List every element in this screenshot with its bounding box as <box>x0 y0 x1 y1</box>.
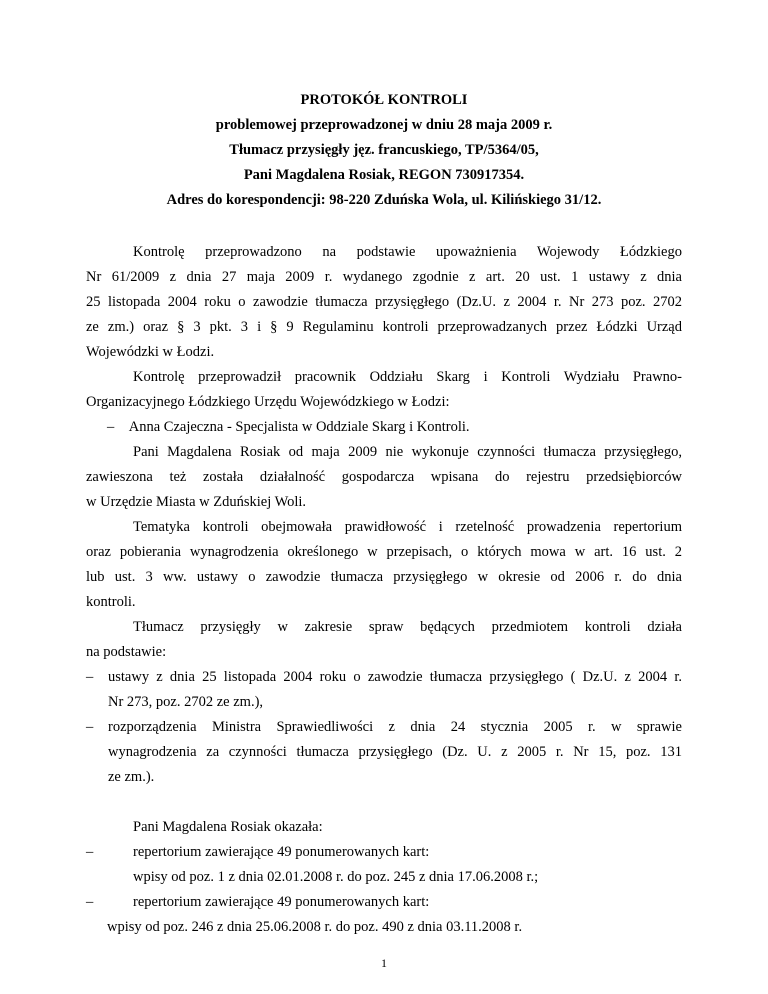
text-line: Kontrolę przeprowadzono na podstawie upoważnienia Wojewody Łódzkiego <box>133 244 682 260</box>
text-line: repertorium zawierające 49 ponumerowanych kart: <box>133 894 430 910</box>
text-line: repertorium zawierające 49 ponumerowanych kart: <box>133 844 430 860</box>
text-line: rozporządzenia Ministra Sprawiedliwości z dnia 24 stycznia 2005 r. w sprawie <box>108 719 682 735</box>
list-item-text: Anna Czajeczna - Specjalista w Oddziale Skarg i Kontroli. <box>128 419 470 435</box>
text-line: kontroli. <box>86 594 136 610</box>
text-line: Wojewódzki w Łodzi. <box>86 344 215 360</box>
paragraph-scope <box>86 515 682 615</box>
dash-bullet: – <box>86 719 94 735</box>
list-item <box>86 415 682 440</box>
text-line: w Urzędzie Miasta w Zduńskiej Woli. <box>86 494 307 510</box>
text-line: Nr 273, poz. 2702 ze zm.), <box>108 694 264 710</box>
header-line-translator: Tłumacz przysięgły jęz. francuskiego, TP/5364/05, <box>229 142 539 158</box>
text-line: Pani Magdalena Rosiak okazała: <box>133 819 323 835</box>
text-line: Tłumacz przysięgły w zakresie spraw będących przedmiotem kontroli działa <box>133 619 682 635</box>
text-line: ze zm.) oraz § 3 pkt. 3 i § 9 Regulaminu kontroli przeprowadzanych przez Łódzki Urząd <box>86 319 682 335</box>
paragraph-legal-basis <box>86 615 682 790</box>
paragraph-suspension <box>86 440 682 515</box>
list-item <box>86 665 682 715</box>
dash-bullet: – <box>107 419 115 435</box>
document-body <box>86 240 682 940</box>
header-line-address: Adres do korespondencji: 98-220 Zduńska Wola, ul. Kilińskiego 31/12. <box>166 192 602 208</box>
list-item <box>86 840 682 890</box>
text-line: wpisy od poz. 1 z dnia 02.01.2008 r. do poz. 245 z dnia 17.06.2008 r.; <box>133 869 539 885</box>
text-line: Tematyka kontroli obejmowała prawidłowość i rzetelność prowadzenia repertorium <box>133 519 682 535</box>
dash-bullet: – <box>86 844 94 860</box>
list-item <box>86 890 682 915</box>
text-line: Pani Magdalena Rosiak od maja 2009 nie wykonuje czynności tłumacza przysięgłego, <box>133 444 682 460</box>
header-line-inspection-date: problemowej przeprowadzonej w dniu 28 maja 2009 r. <box>215 117 553 133</box>
text-line: wynagrodzenia za czynności tłumacza przysięgłego (Dz. U. z 2005 r. Nr 15, poz. 131 <box>108 744 682 760</box>
text-line: lub ust. 3 ww. ustawy o zawodzie tłumacza przysięgłego w okresie od 2006 r. do dnia <box>86 569 682 585</box>
list-item <box>86 715 682 790</box>
document-title: PROTOKÓŁ KONTROLI <box>300 92 468 108</box>
text-line: oraz pobierania wynagrodzenia określonego w przepisach, o których mowa w art. 16 ust. 2 <box>86 544 682 560</box>
header-line-name-regon: Pani Magdalena Rosiak, REGON 730917354. <box>243 167 525 183</box>
text-line: Nr 61/2009 z dnia 27 maja 2009 r. wydanego zgodnie z art. 20 ust. 1 ustawy z dnia <box>86 269 682 285</box>
page-number: 1 <box>381 956 387 970</box>
text-line: ze zm.). <box>108 769 155 785</box>
text-line: wpisy od poz. 246 z dnia 25.06.2008 r. do poz. 490 z dnia 03.11.2008 r. <box>107 919 523 935</box>
text-line: na podstawie: <box>86 644 167 660</box>
paragraph-inspector <box>86 365 682 440</box>
dash-bullet: – <box>86 894 94 910</box>
text-line: ustawy z dnia 25 listopada 2004 roku o zawodzie tłumacza przysięgłego ( Dz.U. z 2004 r. <box>108 669 682 685</box>
protocol-header <box>0 88 768 213</box>
text-line: zawieszona też została działalność gospodarcza wpisana do rejestru przedsiębiorców <box>86 469 682 485</box>
text-line: Organizacyjnego Łódzkiego Urzędu Wojewódzkiego w Łodzi: <box>86 394 450 410</box>
paragraph-authorization <box>86 240 682 365</box>
dash-bullet: – <box>86 669 94 685</box>
text-line: Kontrolę przeprowadził pracownik Oddziału Skarg i Kontroli Wydziału Prawno- <box>133 369 682 385</box>
blank-line <box>86 790 682 815</box>
paragraph-presented-documents <box>86 815 682 940</box>
text-line: 25 listopada 2004 roku o zawodzie tłumacza przysięgłego (Dz.U. z 2004 r. Nr 273 poz. 2702 <box>86 294 682 310</box>
